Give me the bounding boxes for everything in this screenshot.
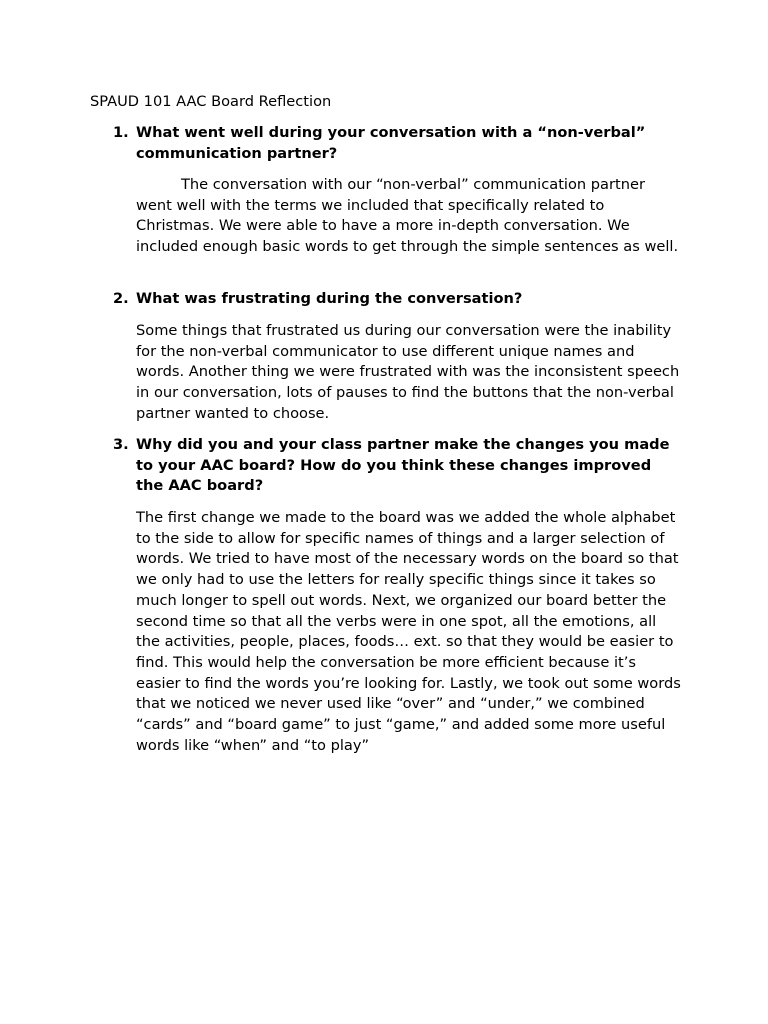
question-3-number: 3.	[113, 436, 129, 453]
question-1-number: 1.	[113, 124, 129, 141]
question-3-text: Why did you and your class partner make the changes you made to your AAC board? How do you think these changes improved the AAC board?	[136, 436, 670, 495]
answer-3-text: The first change we made to the board was we added the whole alphabet to the side to allow for specific names of things and a larger selection of words. We tried to have most of the necessary words on the board so that we only had to use the letters for really specific things since it takes so much longer to spell out words. Next, we organized our board better the second time so that all the verbs were in one spot, all the emotions, all the activities, people, places, foods… ext. so that they would be easier to find. This would help the conversation be more efficient because it’s easier to find the words you’re looking for. Lastly, we took out some words that we noticed we never used like “over” and “under,” we combined “cards” and “board game” to just “game,” and added some more useful words like “when” and “to play”	[136, 509, 681, 754]
answer-2-text: Some things that frustrated us during our conversation were the inability for the non-verbal communicator to use different unique names and words. Another thing we were frustrated with was the inconsistent speech in our conversation, lots of pauses to find the buttons that the non-verbal partner wanted to choose.	[136, 322, 680, 422]
question-2-number: 2.	[113, 290, 129, 307]
question-1-text: What went well during your conversation with a “non-verbal” communication partner?	[136, 124, 646, 162]
answer-1-text: The conversation with our “non-verbal” communication partner went well with the terms we included that specifically related to Christmas. We were able to have a more in-depth conversation. We included enough basic words to get through the simple sentences as well.	[136, 176, 679, 256]
question-2-text: What was frustrating during the conversation?	[136, 290, 523, 307]
document-title: SPAUD 101 AAC Board Reflection	[90, 93, 332, 110]
